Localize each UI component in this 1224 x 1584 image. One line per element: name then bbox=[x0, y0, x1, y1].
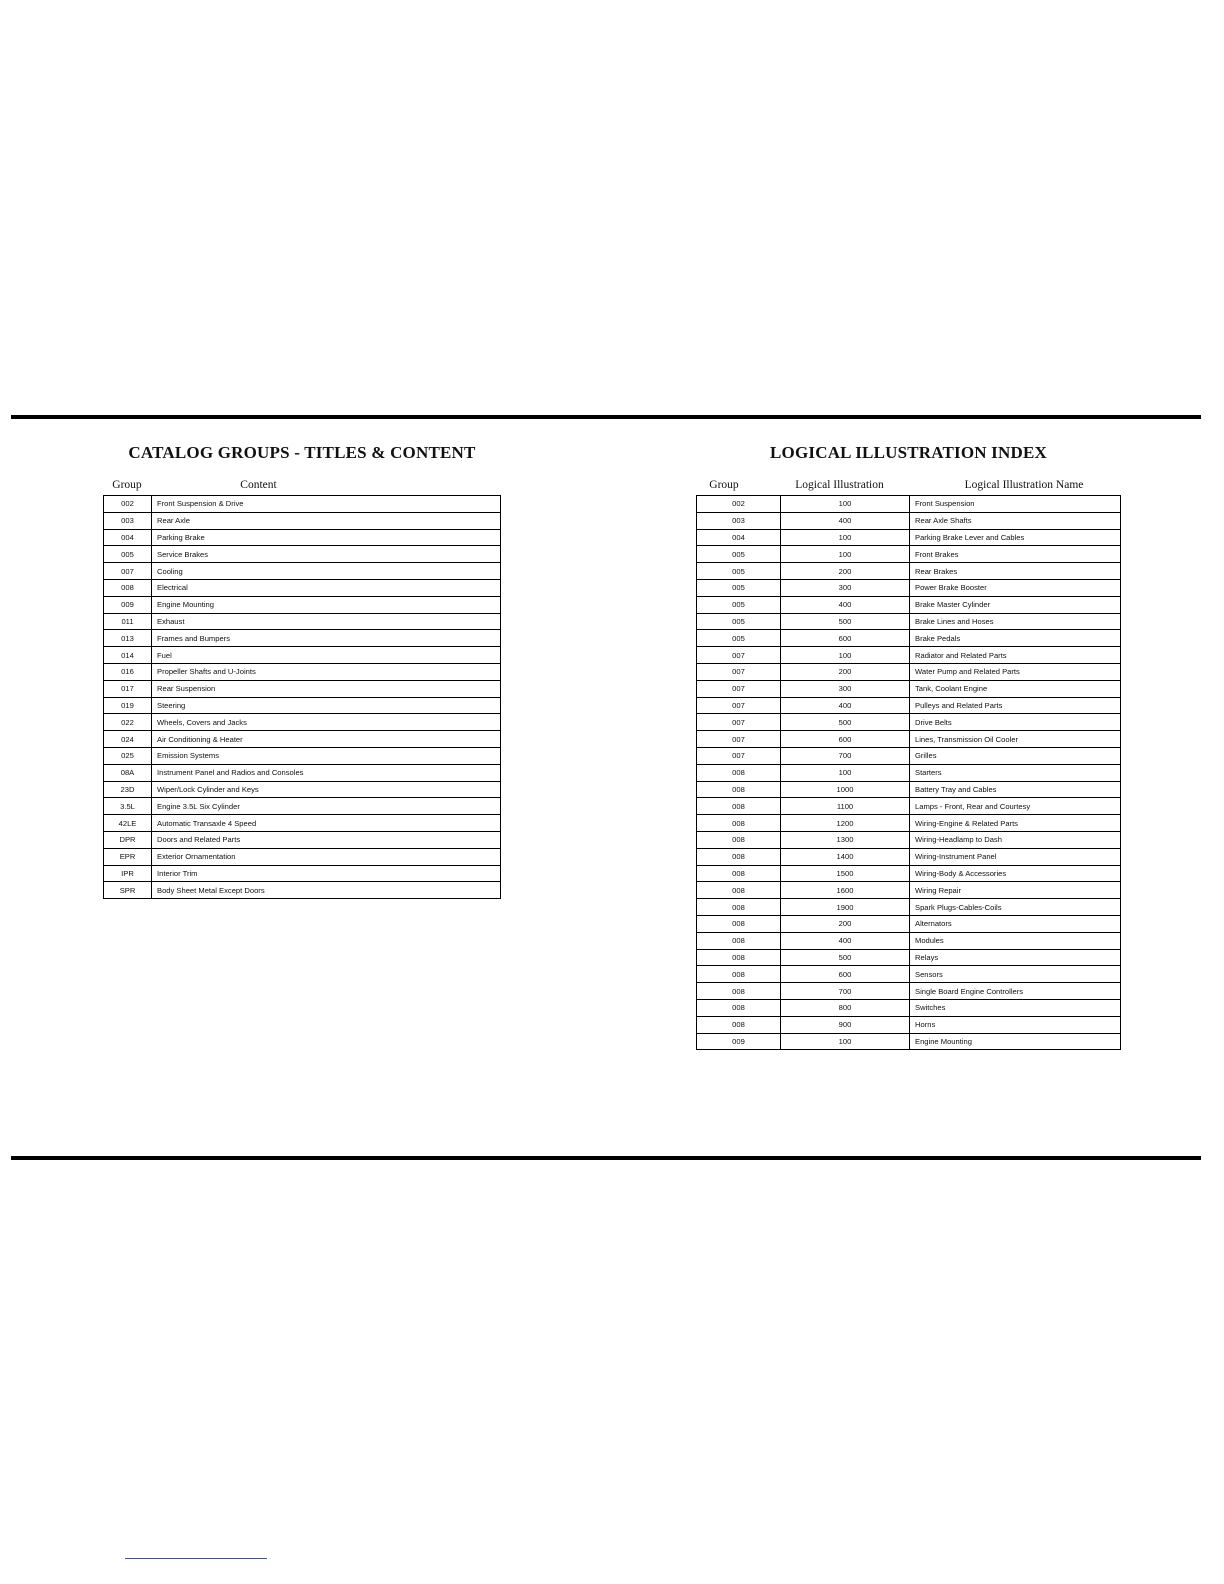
logical-illustration-index-title: LOGICAL ILLUSTRATION INDEX bbox=[770, 443, 1047, 462]
index-row-cell: 100 bbox=[781, 546, 910, 563]
catalog-row-cell: Rear Suspension bbox=[152, 680, 501, 697]
catalog-row-cell: 009 bbox=[104, 596, 152, 613]
index-row-cell: 1100 bbox=[781, 798, 910, 815]
index-row-cell: 1500 bbox=[781, 865, 910, 882]
catalog-row-cell: Propeller Shafts and U-Joints bbox=[152, 663, 501, 680]
index-row-cell: Grilles bbox=[910, 747, 1121, 764]
index-row bbox=[697, 815, 1121, 832]
catalog-row-cell: 014 bbox=[104, 647, 152, 664]
catalog-row-cell: SPR bbox=[104, 882, 152, 899]
index-row-cell: Brake Pedals bbox=[910, 630, 1121, 647]
index-row bbox=[697, 512, 1121, 529]
index-row-cell: 100 bbox=[781, 529, 910, 546]
catalog-row-cell: Automatic Transaxle 4 Speed bbox=[152, 815, 501, 832]
index-column-headers bbox=[696, 479, 1121, 491]
index-row-cell: 1000 bbox=[781, 781, 910, 798]
index-row-cell: 002 bbox=[697, 496, 781, 513]
index-row-cell: 500 bbox=[781, 949, 910, 966]
index-row bbox=[697, 966, 1121, 983]
index-row-cell: 400 bbox=[781, 596, 910, 613]
index-row bbox=[697, 781, 1121, 798]
index-row bbox=[697, 865, 1121, 882]
index-row-cell: 008 bbox=[697, 915, 781, 932]
index-row-cell: 008 bbox=[697, 848, 781, 865]
catalog-row-cell: Wiper/Lock Cylinder and Keys bbox=[152, 781, 501, 798]
index-row-cell: Sensors bbox=[910, 966, 1121, 983]
index-row-cell: 007 bbox=[697, 731, 781, 748]
catalog-row-cell: 022 bbox=[104, 714, 152, 731]
index-row-cell: 004 bbox=[697, 529, 781, 546]
index-row-cell: Radiator and Related Parts bbox=[910, 647, 1121, 664]
index-row-cell: Rear Axle Shafts bbox=[910, 512, 1121, 529]
index-row-cell: Drive Belts bbox=[910, 714, 1121, 731]
index-row-cell: 1600 bbox=[781, 882, 910, 899]
catalog-row-cell: Cooling bbox=[152, 563, 501, 580]
index-row-cell: 100 bbox=[781, 764, 910, 781]
index-row-cell: 1900 bbox=[781, 899, 910, 916]
catalog-row-cell: Steering bbox=[152, 697, 501, 714]
catalog-row-cell: Exhaust bbox=[152, 613, 501, 630]
index-row-cell: 005 bbox=[697, 630, 781, 647]
bottom-rule bbox=[11, 1156, 1201, 1160]
index-row-cell: 008 bbox=[697, 781, 781, 798]
catalog-row-cell: Emission Systems bbox=[152, 747, 501, 764]
index-row-cell: 007 bbox=[697, 663, 781, 680]
index-row-cell: Alternators bbox=[910, 915, 1121, 932]
catalog-groups-title: CATALOG GROUPS - TITLES & CONTENT bbox=[128, 443, 476, 462]
index-row-cell: 008 bbox=[697, 932, 781, 949]
index-row-cell: Switches bbox=[910, 999, 1121, 1016]
index-row-cell: 200 bbox=[781, 663, 910, 680]
index-row-cell: Battery Tray and Cables bbox=[910, 781, 1121, 798]
index-row-cell: 900 bbox=[781, 1016, 910, 1033]
catalog-row-cell: Exterior Ornamentation bbox=[152, 848, 501, 865]
catalog-row bbox=[104, 512, 501, 529]
index-row-cell: 700 bbox=[781, 747, 910, 764]
catalog-row bbox=[104, 848, 501, 865]
index-row-cell: 400 bbox=[781, 512, 910, 529]
catalog-group-header: Group bbox=[112, 479, 142, 491]
catalog-row-cell: Doors and Related Parts bbox=[152, 831, 501, 848]
index-row-cell: Brake Lines and Hoses bbox=[910, 613, 1121, 630]
index-row-cell: 400 bbox=[781, 697, 910, 714]
catalog-row bbox=[104, 865, 501, 882]
index-row-cell: 008 bbox=[697, 882, 781, 899]
index-row bbox=[697, 983, 1121, 1000]
index-name-header: Logical Illustration Name bbox=[964, 479, 1084, 491]
index-row-cell: Brake Master Cylinder bbox=[910, 596, 1121, 613]
index-row-cell: Single Board Engine Controllers bbox=[910, 983, 1121, 1000]
catalog-row-cell: Instrument Panel and Radios and Consoles bbox=[152, 764, 501, 781]
index-row-cell: 008 bbox=[697, 815, 781, 832]
index-row-cell: 700 bbox=[781, 983, 910, 1000]
index-row-cell: 007 bbox=[697, 647, 781, 664]
index-row bbox=[697, 596, 1121, 613]
logical-illustration-index-table bbox=[696, 495, 1121, 1050]
index-row bbox=[697, 932, 1121, 949]
index-row bbox=[697, 496, 1121, 513]
index-row-cell: 500 bbox=[781, 613, 910, 630]
index-row-cell: Parking Brake Lever and Cables bbox=[910, 529, 1121, 546]
index-row-cell: Water Pump and Related Parts bbox=[910, 663, 1121, 680]
catalog-row-cell: EPR bbox=[104, 848, 152, 865]
catalog-row bbox=[104, 596, 501, 613]
catalog-row-cell: IPR bbox=[104, 865, 152, 882]
index-row-cell: Wiring-Instrument Panel bbox=[910, 848, 1121, 865]
index-illustration-header: Logical Illustration bbox=[795, 479, 884, 491]
catalog-row-cell: 42LE bbox=[104, 815, 152, 832]
index-row bbox=[697, 647, 1121, 664]
index-row-cell: Spark Plugs-Cables-Coils bbox=[910, 899, 1121, 916]
index-row-cell: 008 bbox=[697, 999, 781, 1016]
index-row bbox=[697, 714, 1121, 731]
catalog-row bbox=[104, 731, 501, 748]
catalog-row bbox=[104, 781, 501, 798]
catalog-row-cell: 025 bbox=[104, 747, 152, 764]
catalog-row-cell: Engine 3.5L Six Cylinder bbox=[152, 798, 501, 815]
catalog-row-cell: 007 bbox=[104, 563, 152, 580]
index-row-cell: Horns bbox=[910, 1016, 1121, 1033]
index-row-cell: 100 bbox=[781, 1033, 910, 1050]
index-row bbox=[697, 882, 1121, 899]
index-row-cell: 500 bbox=[781, 714, 910, 731]
index-row-cell: 008 bbox=[697, 966, 781, 983]
index-row bbox=[697, 1033, 1121, 1050]
catalog-row-cell: 002 bbox=[104, 496, 152, 513]
catalog-row-cell: 23D bbox=[104, 781, 152, 798]
catalog-row-cell: Engine Mounting bbox=[152, 596, 501, 613]
index-row bbox=[697, 764, 1121, 781]
index-row bbox=[697, 613, 1121, 630]
catalog-row-cell: Air Conditioning & Heater bbox=[152, 731, 501, 748]
index-row bbox=[697, 630, 1121, 647]
catalog-row bbox=[104, 663, 501, 680]
catalog-row-cell: 005 bbox=[104, 546, 152, 563]
index-row-cell: 008 bbox=[697, 798, 781, 815]
catalog-row-cell: 004 bbox=[104, 529, 152, 546]
index-row bbox=[697, 1016, 1121, 1033]
index-row-cell: Starters bbox=[910, 764, 1121, 781]
index-row-cell: 200 bbox=[781, 915, 910, 932]
index-row-cell: Pulleys and Related Parts bbox=[910, 697, 1121, 714]
index-row-cell: Modules bbox=[910, 932, 1121, 949]
catalog-row bbox=[104, 496, 501, 513]
catalog-row-cell: DPR bbox=[104, 831, 152, 848]
index-row-cell: 600 bbox=[781, 630, 910, 647]
index-row bbox=[697, 731, 1121, 748]
index-row-cell: 005 bbox=[697, 563, 781, 580]
catalog-row bbox=[104, 680, 501, 697]
catalog-row-cell: 013 bbox=[104, 630, 152, 647]
index-row bbox=[697, 999, 1121, 1016]
index-row bbox=[697, 831, 1121, 848]
index-row-cell: Engine Mounting bbox=[910, 1033, 1121, 1050]
index-row-cell: 005 bbox=[697, 613, 781, 630]
index-row-cell: 300 bbox=[781, 579, 910, 596]
index-row-cell: 008 bbox=[697, 899, 781, 916]
index-row-cell: Relays bbox=[910, 949, 1121, 966]
index-row-cell: Power Brake Booster bbox=[910, 579, 1121, 596]
index-row-cell: Wiring-Headlamp to Dash bbox=[910, 831, 1121, 848]
catalog-row bbox=[104, 815, 501, 832]
index-row bbox=[697, 747, 1121, 764]
catalog-row bbox=[104, 798, 501, 815]
catalog-row-cell: Interior Trim bbox=[152, 865, 501, 882]
catalog-row bbox=[104, 697, 501, 714]
catalog-row bbox=[104, 579, 501, 596]
footer-line bbox=[125, 1558, 267, 1559]
index-row bbox=[697, 915, 1121, 932]
index-row-cell: 600 bbox=[781, 731, 910, 748]
catalog-row-cell: 019 bbox=[104, 697, 152, 714]
index-row-cell: 005 bbox=[697, 579, 781, 596]
index-row-cell: Tank, Coolant Engine bbox=[910, 680, 1121, 697]
index-row-cell: 005 bbox=[697, 546, 781, 563]
index-row-cell: Wiring-Body & Accessories bbox=[910, 865, 1121, 882]
index-row-cell: 600 bbox=[781, 966, 910, 983]
catalog-row-cell: 024 bbox=[104, 731, 152, 748]
index-row-cell: Lamps - Front, Rear and Courtesy bbox=[910, 798, 1121, 815]
index-row-cell: 008 bbox=[697, 983, 781, 1000]
catalog-row-cell: 008 bbox=[104, 579, 152, 596]
index-row-cell: Lines, Transmission Oil Cooler bbox=[910, 731, 1121, 748]
index-row bbox=[697, 798, 1121, 815]
catalog-row-cell: Parking Brake bbox=[152, 529, 501, 546]
index-row-cell: Wiring Repair bbox=[910, 882, 1121, 899]
index-row-cell: 005 bbox=[697, 596, 781, 613]
catalog-row bbox=[104, 747, 501, 764]
catalog-row bbox=[104, 831, 501, 848]
catalog-row-cell: 017 bbox=[104, 680, 152, 697]
index-row-cell: 1400 bbox=[781, 848, 910, 865]
catalog-row-cell: 3.5L bbox=[104, 798, 152, 815]
index-row-cell: 008 bbox=[697, 949, 781, 966]
index-row-cell: 1200 bbox=[781, 815, 910, 832]
index-row bbox=[697, 848, 1121, 865]
catalog-row-cell: Front Suspension & Drive bbox=[152, 496, 501, 513]
catalog-row-cell: Electrical bbox=[152, 579, 501, 596]
index-row bbox=[697, 663, 1121, 680]
index-row-cell: 009 bbox=[697, 1033, 781, 1050]
catalog-row-cell: Rear Axle bbox=[152, 512, 501, 529]
catalog-row-cell: 016 bbox=[104, 663, 152, 680]
catalog-row-cell: 011 bbox=[104, 613, 152, 630]
index-row-cell: 003 bbox=[697, 512, 781, 529]
catalog-row bbox=[104, 546, 501, 563]
catalog-row-cell: Frames and Bumpers bbox=[152, 630, 501, 647]
index-row-cell: 300 bbox=[781, 680, 910, 697]
catalog-row bbox=[104, 647, 501, 664]
index-row-cell: 800 bbox=[781, 999, 910, 1016]
catalog-row bbox=[104, 613, 501, 630]
index-row-cell: 100 bbox=[781, 496, 910, 513]
index-row-cell: 007 bbox=[697, 714, 781, 731]
index-row-cell: Rear Brakes bbox=[910, 563, 1121, 580]
index-row bbox=[697, 529, 1121, 546]
catalog-row bbox=[104, 764, 501, 781]
catalog-row-cell: Wheels, Covers and Jacks bbox=[152, 714, 501, 731]
index-row-cell: 400 bbox=[781, 932, 910, 949]
index-row-cell: 007 bbox=[697, 747, 781, 764]
catalog-content-header: Content bbox=[240, 479, 277, 491]
catalog-row bbox=[104, 563, 501, 580]
index-row-cell: 008 bbox=[697, 1016, 781, 1033]
index-row bbox=[697, 546, 1121, 563]
catalog-row bbox=[104, 630, 501, 647]
index-row-cell: 008 bbox=[697, 831, 781, 848]
index-row-cell: 200 bbox=[781, 563, 910, 580]
index-row-cell: 007 bbox=[697, 697, 781, 714]
index-row-cell: 1300 bbox=[781, 831, 910, 848]
index-group-header: Group bbox=[709, 479, 739, 491]
index-row-cell: Front Suspension bbox=[910, 496, 1121, 513]
index-row-cell: 008 bbox=[697, 865, 781, 882]
catalog-row-cell: Service Brakes bbox=[152, 546, 501, 563]
index-row-cell: 007 bbox=[697, 680, 781, 697]
catalog-row bbox=[104, 714, 501, 731]
index-row bbox=[697, 899, 1121, 916]
catalog-row bbox=[104, 529, 501, 546]
index-row-cell: 008 bbox=[697, 764, 781, 781]
index-row-cell: Front Brakes bbox=[910, 546, 1121, 563]
catalog-groups-table bbox=[103, 495, 501, 899]
index-row bbox=[697, 680, 1121, 697]
catalog-column-headers bbox=[103, 479, 366, 491]
index-row bbox=[697, 563, 1121, 580]
index-row-cell: 100 bbox=[781, 647, 910, 664]
catalog-row bbox=[104, 882, 501, 899]
index-row bbox=[697, 949, 1121, 966]
catalog-row-cell: Body Sheet Metal Except Doors bbox=[152, 882, 501, 899]
catalog-row-cell: Fuel bbox=[152, 647, 501, 664]
index-row bbox=[697, 697, 1121, 714]
top-rule bbox=[11, 415, 1201, 419]
catalog-row-cell: 003 bbox=[104, 512, 152, 529]
index-row-cell: Wiring-Engine & Related Parts bbox=[910, 815, 1121, 832]
index-row bbox=[697, 579, 1121, 596]
catalog-row-cell: 08A bbox=[104, 764, 152, 781]
